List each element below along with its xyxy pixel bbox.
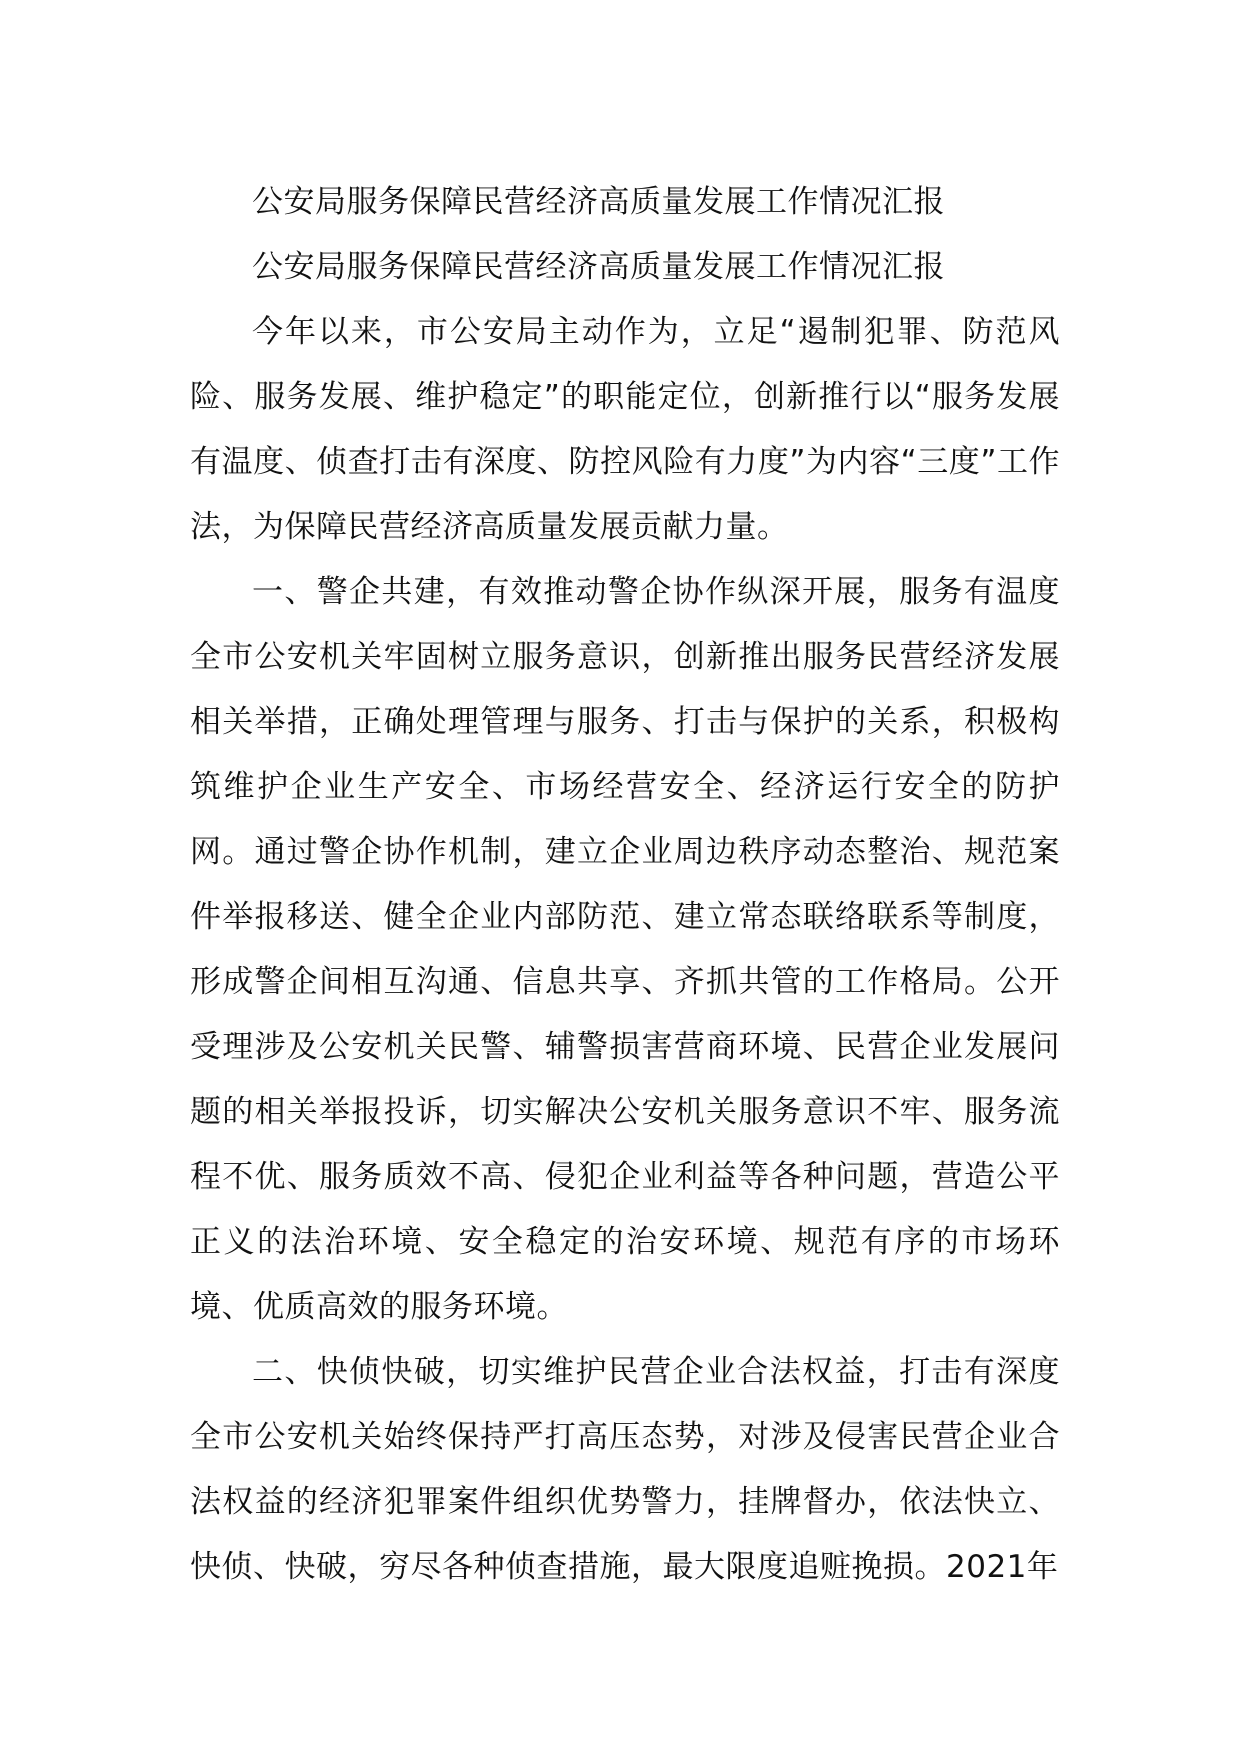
paragraph-section-two: 二、快侦快破，切实维护民营企业合法权益，打击有深度全市公安机关始终保持严打高压态势，对涉及侵害民营企业合法权益的经济犯罪案件组织优势警力，挂牌督办，依法快立、快侦、快破，穷尽各种侦查措施，最大限度追赃挽损。2021年 <box>190 1354 1060 1585</box>
document-title-repeat: 公安局服务保障民营经济高质量发展工作情况汇报 <box>252 249 945 285</box>
document-title: 公安局服务保障民营经济高质量发展工作情况汇报 <box>252 184 945 220</box>
document-body <box>190 170 1060 1600</box>
paragraph-section-one: 一、警企共建，有效推动警企协作纵深开展，服务有温度全市公安机关牢固树立服务意识，创新推出服务民营经济发展相关举措，正确处理管理与服务、打击与保护的关系，积极构筑维护企业生产安全、市场经营安全、经济运行安全的防护网。通过警企协作机制，建立企业周边秩序动态整治、规范案件举报移送、健全企业内部防范、建立常态联络联系等制度，形成警企间相互沟通、信息共享、齐抓共管的工作格局。公开受理涉及公安机关民警、辅警损害营商环境、民营企业发展问题的相关举报投诉，切实解决公安机关服务意识不牢、服务流程不优、服务质效不高、侵犯企业利益等各种问题，营造公平正义的法治环境、安全稳定的治安环境、规范有序的市场环境、优质高效的服务环境。 <box>190 574 1060 1325</box>
paragraph-intro: 今年以来，市公安局主动作为，立足“遏制犯罪、防范风险、服务发展、维护稳定”的职能定位，创新推行以“服务发展有温度、侦查打击有深度、防控风险有力度”为内容“三度”工作法，为保障民营经济高质量发展贡献力量。 <box>190 314 1060 545</box>
